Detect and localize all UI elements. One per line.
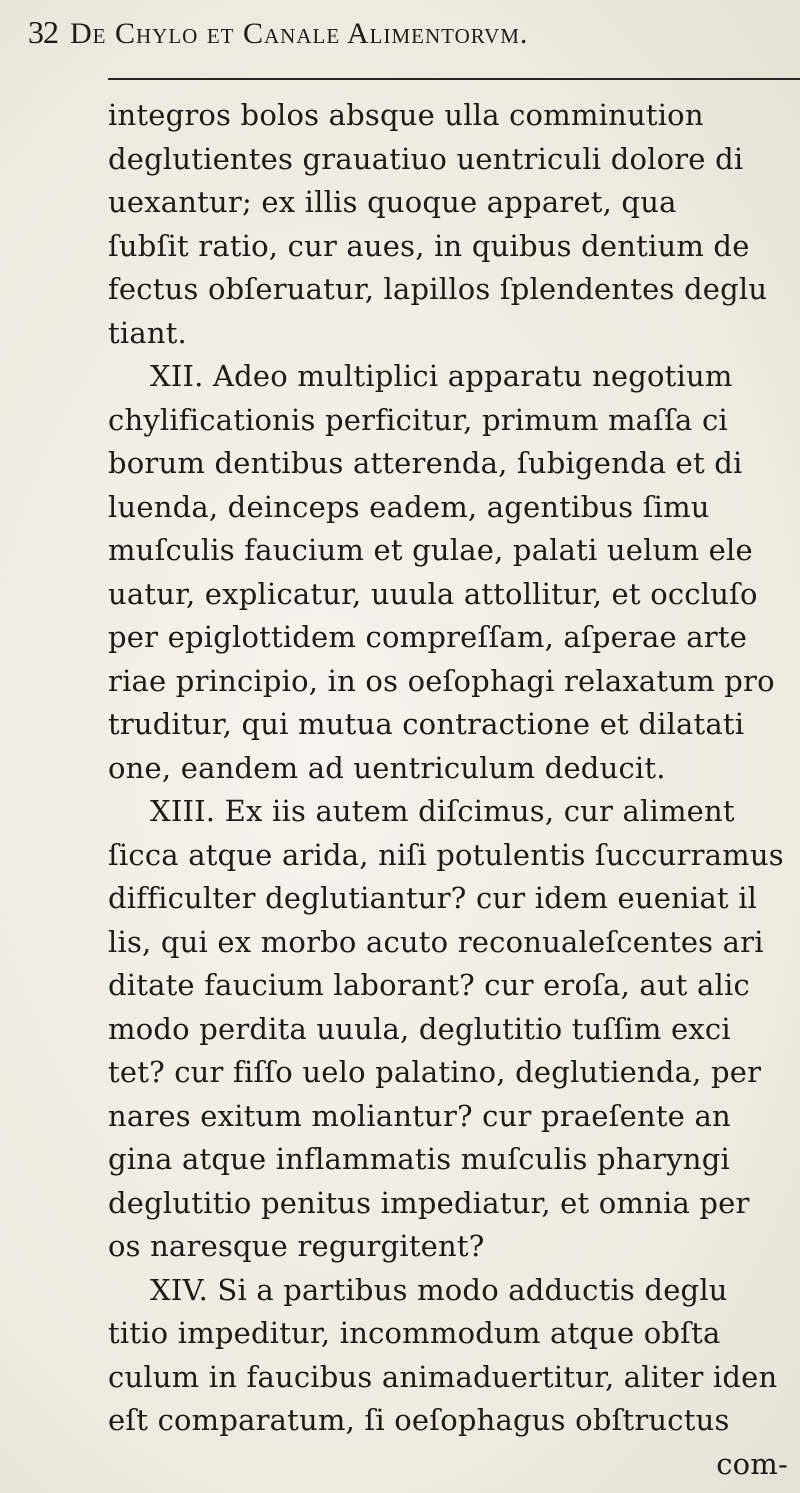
body-text <box>108 94 800 1484</box>
text-line: titio impeditur, incommodum atque obſta <box>108 1316 721 1350</box>
page-number: 32 <box>28 14 58 50</box>
text-line: tiant. <box>108 315 187 350</box>
header-rule <box>108 78 800 80</box>
text-line: tet? cur fiſſo uelo palatino, deglutienda, per <box>108 1055 762 1089</box>
text-line: deglutientes grauatiuo uentriculi dolore di <box>108 141 744 176</box>
text-line: os naresque regurgitent? <box>108 1229 485 1263</box>
text-line: uatur, explicatur, uuula attollitur, et occluſo <box>108 576 758 611</box>
text-line: integros bolos absque ulla comminution <box>108 98 704 132</box>
text-line: eſt comparatum, ſi oeſophagus obſtructus <box>108 1403 730 1437</box>
text-line: lis, qui ex morbo acuto reconualeſcentes ari <box>108 924 764 959</box>
text-line: uexantur; ex illis quoque apparet, qua <box>108 185 677 219</box>
text-line: muſculis faucium et gulae, palati uelum ele <box>108 533 753 567</box>
text-line: riae principio, in os oeſophagi relaxatum pro <box>108 663 775 698</box>
text-line: per epiglottidem compreſſam, aſperae arte <box>108 620 748 654</box>
catchword: com- <box>716 1446 788 1481</box>
running-title: De Chylo et Canale Alimentorvm. <box>70 17 529 50</box>
text-line: ſicca atque arida, niſi potulentis ſuccurramus <box>108 837 784 872</box>
text-line: nares exitum moliantur? cur praeſente an <box>108 1098 731 1133</box>
running-head <box>28 14 788 62</box>
section-heading-line: XII. Adeo multiplici apparatu negotium <box>150 359 733 393</box>
text-line: deglutitio penitus impediatur, et omnia per <box>108 1185 750 1220</box>
section-heading-line: XIV. Si a partibus modo adductis deglu <box>150 1272 728 1307</box>
text-line: culum in faucibus animaduertitur, aliter iden <box>108 1359 778 1394</box>
text-line: difficulter deglutiantur? cur idem eueniat il <box>108 881 758 915</box>
text-line: luenda, deinceps eadem, agentibus ſimu <box>108 489 710 524</box>
text-line: one, eandem ad uentriculum deducit. <box>108 750 666 785</box>
text-line: fectus obſeruatur, lapillos ſplendentes deglu <box>108 272 768 306</box>
text-line: borum dentibus atterenda, ſubigenda et di <box>108 446 743 480</box>
section-heading-line: XIII. Ex iis autem diſcimus, cur aliment <box>150 794 735 828</box>
text-line: gina atque inflammatis muſculis pharyngi <box>108 1142 730 1176</box>
text-line: ditate faucium laborant? cur eroſa, aut alic <box>108 968 750 1002</box>
text-line: modo perdita uuula, deglutitio tuſſim exci <box>108 1011 731 1046</box>
text-line: chylificationis perficitur, primum maſſa ci <box>108 402 728 437</box>
text-line: ſubſit ratio, cur aues, in quibus dentium de <box>108 228 750 263</box>
text-line: truditur, qui mutua contractione et dilatati <box>108 707 745 741</box>
